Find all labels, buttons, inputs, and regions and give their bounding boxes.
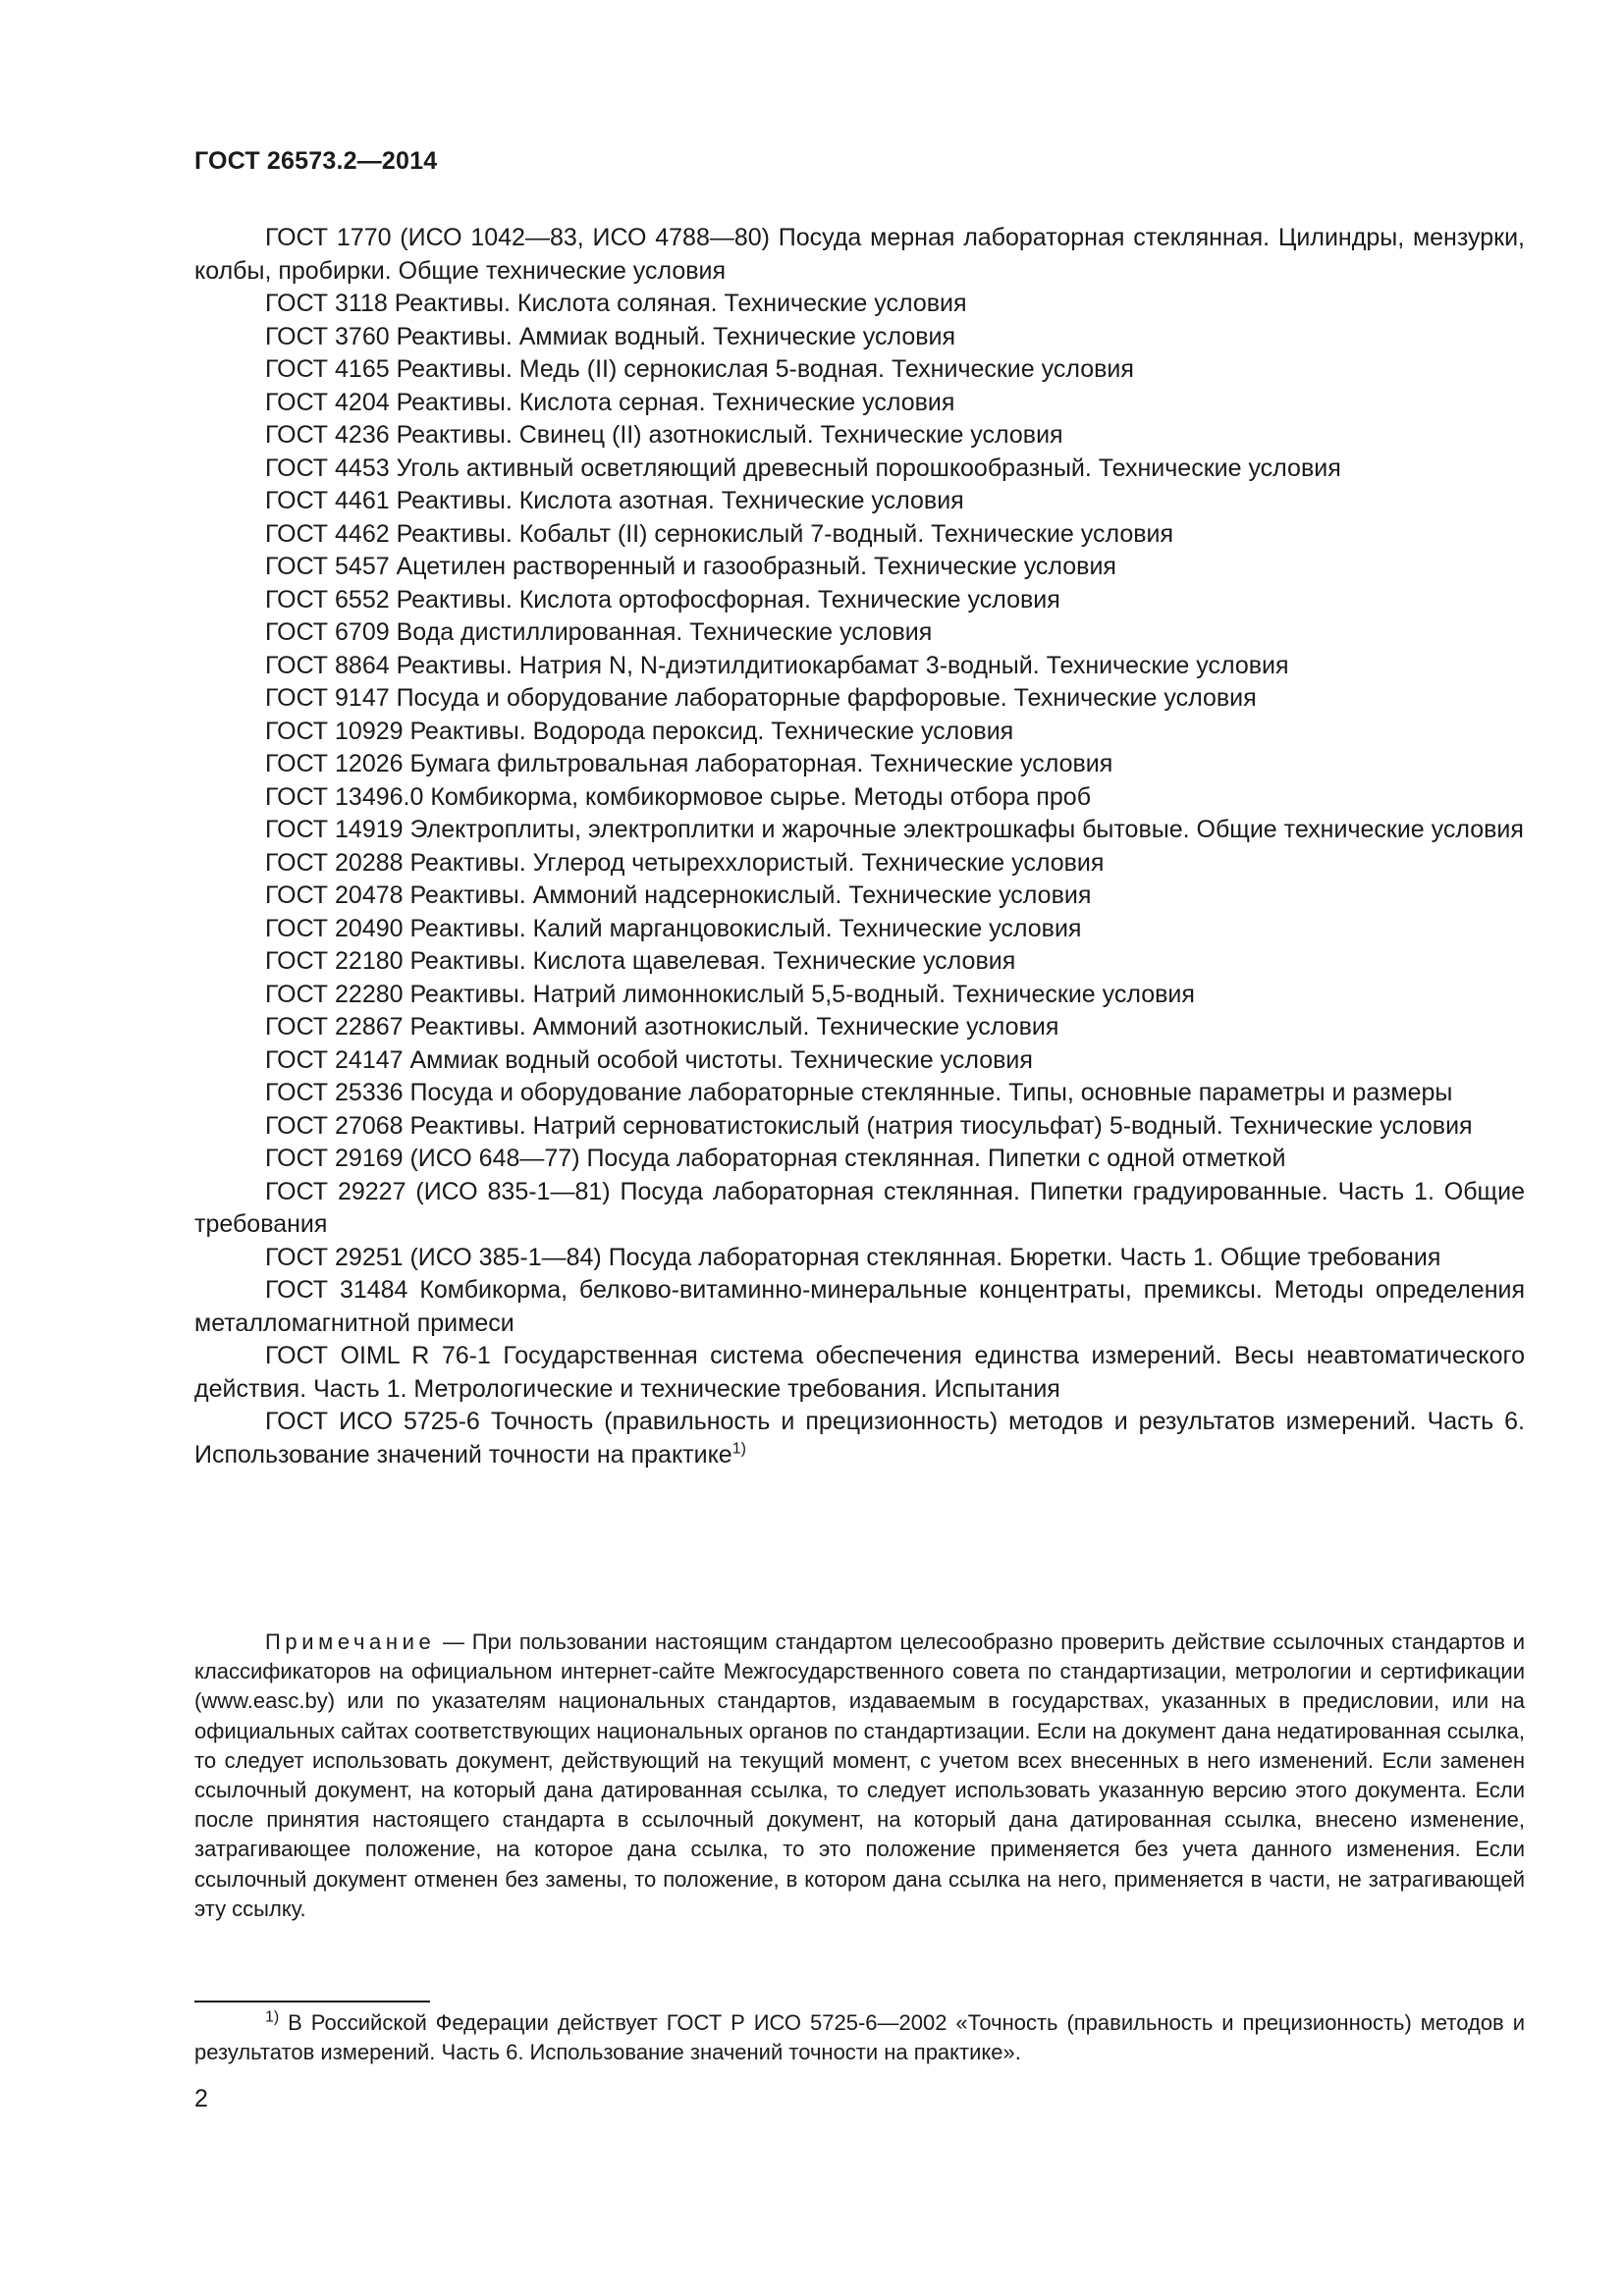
reference-item-last <box>194 1406 1525 1471</box>
footnote-mark: 1) <box>731 1440 746 1458</box>
reference-item: ГОСТ 6709 Вода дистиллированная. Технические условия <box>265 618 933 646</box>
reference-item: ГОСТ 3118 Реактивы. Кислота соляная. Технические условия <box>265 290 967 317</box>
reference-item: ГОСТ 9147 Посуда и оборудование лабораторные фарфоровые. Технические условия <box>265 684 1257 712</box>
reference-item: ГОСТ 4165 Реактивы. Медь (II) сернокислая 5-водная. Технические условия <box>265 355 1134 383</box>
note-block <box>194 1628 1525 1924</box>
reference-item: ГОСТ 22280 Реактивы. Натрий лимоннокислый 5,5-водный. Технические условия <box>265 980 1195 1008</box>
reference-item: ГОСТ 29169 (ИСО 648—77) Посуда лабораторная стеклянная. Пипетки с одной отметкой <box>265 1145 1286 1172</box>
reference-item: ГОСТ 20288 Реактивы. Углерод четыреххлористый. Технические условия <box>265 848 1105 877</box>
reference-item: ГОСТ 14919 Электроплиты, электроплитки и жарочные электрошкафы бытовые. Общие технические условия <box>265 816 1524 843</box>
footnote-number: 1) <box>265 2008 280 2026</box>
reference-item: ГОСТ 4204 Реактивы. Кислота серная. Технические условия <box>265 388 955 416</box>
reference-item: ГОСТ OIML R 76-1 Государственная система обеспечения единства измерений. Весы неавтоматического действия. Часть 1. Метрологические и технические требования. Испытания <box>194 1342 1525 1403</box>
note-paragraph <box>194 1628 1525 1924</box>
footnote-paragraph <box>194 2008 1525 2067</box>
footnote <box>194 2008 1525 2067</box>
reference-item: ГОСТ 10929 Реактивы. Водорода пероксид. Технические условия <box>265 717 1014 745</box>
reference-item: ГОСТ 27068 Реактивы. Натрий серноватистокислый (натрия тиосульфат) 5-водный. Технические условия <box>265 1111 1473 1140</box>
reference-item: ГОСТ 4453 Уголь активный осветляющий древесный порошкообразный. Технические условия <box>265 454 1341 482</box>
reference-item: ГОСТ 5457 Ацетилен растворенный и газообразный. Технические условия <box>265 553 1116 580</box>
reference-item: ГОСТ 22180 Реактивы. Кислота щавелевая. Технические условия <box>265 947 1016 975</box>
reference-item: ГОСТ 31484 Комбикорма, белково-витаминно-минеральные концентраты, премиксы. Методы определения металломагнитной примеси <box>194 1276 1525 1337</box>
reference-item: ГОСТ 8864 Реактивы. Натрия N, N-диэтилдитиокарбамат 3-водный. Технические условия <box>265 651 1289 679</box>
reference-item: ГОСТ 4462 Реактивы. Кобальт (II) сернокислый 7-водный. Технические условия <box>265 519 1174 548</box>
reference-item: ГОСТ 29251 (ИСО 385-1—84) Посуда лабораторная стеклянная. Бюретки. Часть 1. Общие требования <box>265 1243 1441 1271</box>
reference-item: ГОСТ 29227 (ИСО 835-1—81) Посуда лабораторная стеклянная. Пипетки градуированные. Часть 1. Общие требования <box>194 1177 1525 1238</box>
reference-text: ГОСТ ИСО 5725-6 Точность (правильность и прецизионность) методов и результатов измерений. Часть 6. Использование значений точности на практике <box>194 1408 1525 1468</box>
reference-item: ГОСТ 4461 Реактивы. Кислота азотная. Технические условия <box>265 487 964 514</box>
reference-item: ГОСТ 3760 Реактивы. Аммиак водный. Технические условия <box>265 322 956 350</box>
note-label: Примечание <box>265 1629 436 1654</box>
reference-item: ГОСТ 25336 Посуда и оборудование лабораторные стеклянные. Типы, основные параметры и размеры <box>265 1079 1453 1106</box>
footnote-text: В Российской Федерации действует ГОСТ Р ИСО 5725-6—2002 «Точность (правильность и прецизионность) методов и результатов измерений. Часть 6. Использование значений точности на практике». <box>194 2010 1525 2064</box>
reference-item: ГОСТ 20490 Реактивы. Калий марганцовокислый. Технические условия <box>265 914 1082 942</box>
reference-item: ГОСТ 24147 Аммиак водный особой чистоты. Технические условия <box>265 1045 1033 1074</box>
reference-item: ГОСТ 4236 Реактивы. Свинец (II) азотнокислый. Технические условия <box>265 421 1063 449</box>
note-text: — При пользовании настоящим стандартом целесообразно проверить действие ссылочных стандартов и классификаторов на официальном интернет-сайте Межгосударственного совета по стандартизации, метрологии и сертификации (www.easc.by) или по указателям национальных стандартов, издаваемым в государствах, указанных в предисловии, или на официальных сайтах соответствующих национальных органов по стандартизации. Если на документ дана недатированная ссылка, то следует использовать документ, действующий на текущий момент, с учетом всех внесенных в него изменений. Если заменен ссылочный документ, на который дана датированная ссылка, то следует использовать указанную версию этого документа. Если после принятия настоящего стандарта в ссылочный документ, на который дана датированная ссылка, внесено изменение, затрагивающее положение, на которое дана ссылка, то это положение применяется без учета данного изменения. Если ссылочный документ отменен без замены, то положение, в котором дана ссылка на него, применяется в части, не затрагивающей эту ссылку. <box>194 1629 1525 1921</box>
reference-item: ГОСТ 13496.0 Комбикорма, комбикормовое сырье. Методы отбора проб <box>265 782 1092 811</box>
page-number: 2 <box>194 2085 208 2112</box>
footnote-separator <box>194 2001 430 2002</box>
normative-references-list <box>194 222 1525 1471</box>
reference-item: ГОСТ 22867 Реактивы. Аммоний азотнокислый. Технические условия <box>265 1013 1059 1041</box>
reference-item: ГОСТ 6552 Реактивы. Кислота ортофосфорная. Технические условия <box>265 585 1060 614</box>
document-code-header: ГОСТ 26573.2—2014 <box>194 147 438 175</box>
reference-item: ГОСТ 1770 (ИСО 1042—83, ИСО 4788—80) Посуда мерная лабораторная стеклянная. Цилиндры, мензурки, колбы, пробирки. Общие технические условия <box>194 224 1525 285</box>
reference-item: ГОСТ 12026 Бумага фильтровальная лабораторная. Технические условия <box>265 750 1113 777</box>
reference-item: ГОСТ 20478 Реактивы. Аммоний надсернокислый. Технические условия <box>265 881 1092 909</box>
